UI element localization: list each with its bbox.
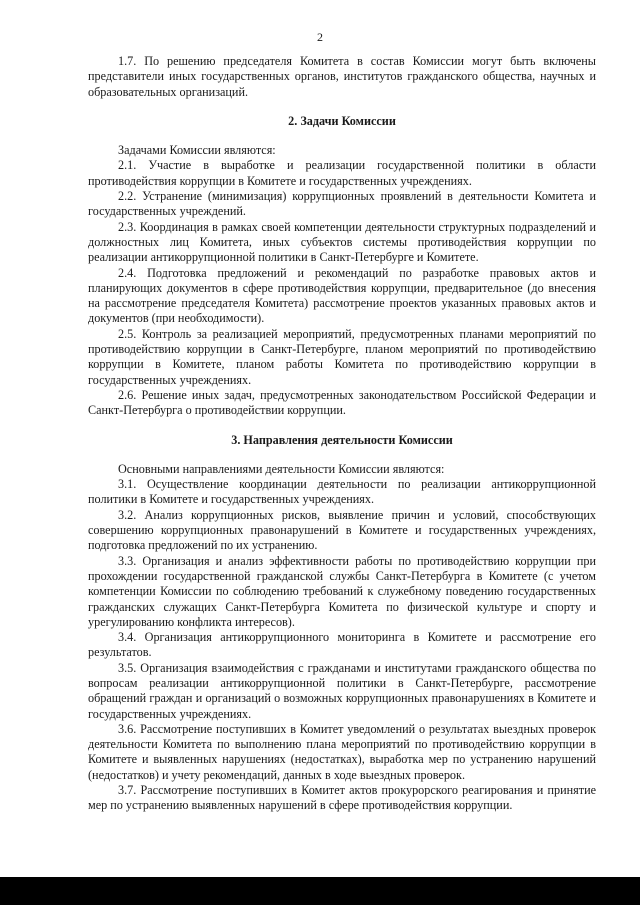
paragraph-3-7: 3.7. Рассмотрение поступивших в Комитет актов прокурорского реагирования и принятие мер по устранению выявленных нарушений в сфере противодействия коррупции. — [88, 783, 596, 813]
paragraph-2-3: 2.3. Координация в рамках своей компетенции деятельности структурных подразделений и должностных лиц Комитета, иных субъектов системы противодействия коррупции по реализации антикоррупционной политики в Санкт-Петербурге и Комитете. — [88, 219, 596, 265]
section-3-intro: Основными направлениями деятельности Комиссии являются: — [118, 461, 445, 476]
paragraph-3-6: 3.6. Рассмотрение поступивших в Комитет уведомлений о результатах выездных проверок деятельности Комитета по выполнению плана мероприятий по противодействию коррупции в Комитете и выявленных нарушениях (недостатках), выработка мер по устранению нарушений (недостатков) и учету рекомендаций, данных в ходе выездных проверок. — [88, 721, 596, 782]
section-2-heading: 2. Задачи Комиссии — [288, 113, 396, 128]
paragraph-2-5: 2.5. Контроль за реализацией мероприятий, предусмотренных планами мероприятий по противодействию коррупции в Санкт-Петербурге, планом мероприятий по противодействию коррупции в Комитете, планом работы Комитета по противодействию коррупции в государственных учреждениях. — [88, 326, 596, 387]
paragraph-3-5: 3.5. Организация взаимодействия с гражданами и институтами гражданского общества по вопросам реализации антикоррупционной политики в Санкт-Петербурге, рассмотрение обращений граждан и организаций о возможных коррупционных правонарушениях в Комитете и государственных учреждениях. — [88, 660, 596, 721]
paragraph-3-1: 3.1. Осуществление координации деятельности по реализации антикоррупционной политики в Комитете и государственных учреждениях. — [88, 477, 596, 507]
paragraph-2-2: 2.2. Устранение (минимизация) коррупционных проявлений в деятельности Комитета и государственных учреждений. — [88, 189, 596, 219]
page-number: 2 — [317, 30, 323, 44]
scan-edge-bar — [0, 877, 640, 905]
paragraph-2-4: 2.4. Подготовка предложений и рекомендаций по разработке правовых актов и планирующих документов в сфере противодействия коррупции, предварительное (до внесения на рассмотрение председателя Комитета) рассмотрение проектов указанных правовых актов и документов (при необходимости). — [88, 265, 596, 326]
paragraph-3-2: 3.2. Анализ коррупционных рисков, выявление причин и условий, способствующих совершению коррупционных правонарушений в Комитете и государственных учреждениях, подготовка предложений по их устранению. — [88, 507, 596, 553]
paragraph-2-6: 2.6. Решение иных задач, предусмотренных законодательством Российской Федерации и Санкт-Петербурга о противодействии коррупции. — [88, 387, 596, 418]
section-3-heading: 3. Направления деятельности Комиссии — [231, 432, 453, 447]
paragraph-3-4: 3.4. Организация антикоррупционного мониторинга в Комитете и рассмотрение его результатов. — [88, 630, 596, 660]
document-body — [88, 54, 596, 814]
paragraph-1-7: 1.7. По решению председателя Комитета в состав Комиссии могут быть включены представители иных государственных органов, институтов гражданского общества, научных и образовательных организаций. — [88, 54, 596, 99]
paragraph-2-1: 2.1. Участие в выработке и реализации государственной политики в области противодействия коррупции в Комитете и государственных учреждениях. — [88, 158, 596, 188]
section-2-intro: Задачами Комиссии являются: — [118, 143, 276, 158]
paragraph-3-3: 3.3. Организация и анализ эффективности работы по противодействию коррупции при прохождении государственной гражданской службы Санкт-Петербурга в Комитете (с учетом компетенции Комиссии по соблюдению требований к служебному поведению государственных гражданских служащих Санкт-Петербурга Комитета по физической культуре и спорту и урегулированию конфликта интересов). — [88, 553, 596, 629]
